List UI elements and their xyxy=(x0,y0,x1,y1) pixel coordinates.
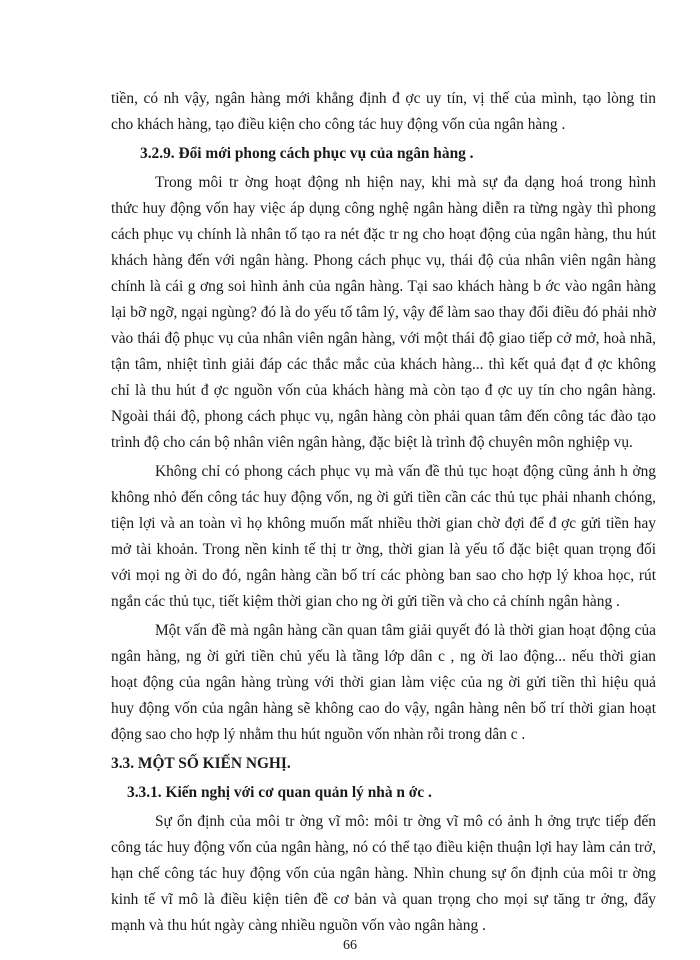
page-number: 66 xyxy=(343,938,357,953)
para2-line-3: tiện lợi và an toàn vì họ không muốn mất nhiều thời gian chờ đợi để đ ợc gửi tiền hay xyxy=(111,515,656,532)
para1-line-2: thức huy động vốn hay việc áp dụng công nghệ ngân hàng diễn ra từng ngày thì phong xyxy=(111,200,656,217)
para1-line-8: tận tâm, nhiệt tình giải đáp các thắc mắc của khách hàng... thì kết quả đạt đ ợc không xyxy=(111,356,656,373)
para1-line-7: vào thái độ phục vụ của nhân viên ngân hàng, với một thái độ giao tiếp cở mở, hoà nhã, xyxy=(111,330,656,347)
section-heading-3-2-9: 3.2.9. Đổi mới phong cách phục vụ của ngân hàng . xyxy=(140,145,474,162)
para1-line-11: trình độ cho cán bộ nhân viên ngân hàng, đặc biệt là trình độ chuyên môn nghiệp vụ. xyxy=(111,434,633,451)
para1-line-6: lại bỡ ngỡ, ngại ngùng? đó là do yếu tố tâm lý, vậy để làm sao thay đổi điều đó phải nhờ xyxy=(111,304,656,321)
para4-line-1: Sự ổn định của môi tr ờng vĩ mô: môi tr ờng vĩ mô có ảnh h ởng trực tiếp đến xyxy=(155,813,656,830)
intro-line-2: cho khách hàng, tạo điều kiện cho công tác huy động vốn của ngân hàng . xyxy=(111,116,566,133)
para2-line-2: không nhỏ đến công tác huy động vốn, ng ời gửi tiền cần các thủ tục phải nhanh chóng, xyxy=(111,489,656,506)
para3-line-4: huy động vốn của ngân hàng sẽ không cao do vậy, ngân hàng nên bố trí thời gian hoạt xyxy=(111,700,656,717)
para2-line-6: ngắn các thủ tục, tiết kiệm thời gian cho ng ời gửi tiền và cho cả chính ngân hàng . xyxy=(111,593,620,610)
para1-line-5: chính là cái g ơng soi hình ảnh của ngân hàng. Tại sao khách hàng b ớc vào ngân hàng xyxy=(111,278,656,295)
para1-line-9: chỉ là thu hút đ ợc nguồn vốn của khách hàng mà còn tạo đ ợc uy tín cho ngân hàng. xyxy=(111,382,656,399)
para3-line-5: động sao cho hợp lý nhằm thu hút nguồn vốn nhàn rỗi trong dân c . xyxy=(111,726,526,743)
para1-line-10: Ngoài thái độ, phong cách phục vụ, ngân hàng còn phải quan tâm đến công tác đào tạo xyxy=(111,408,656,425)
para2-line-5: với mọi ng ời do đó, ngân hàng cần bố trí các phòng ban sao cho hợp lý khoa học, rút xyxy=(111,567,656,584)
section-heading-3-3-1: 3.3.1. Kiến nghị với cơ quan quản lý nhà n ớc . xyxy=(127,784,432,801)
para3-line-2: ngân hàng, ng ời gửi tiền chủ yếu là tầng lớp dân c , ng ời lao động... nếu thời gian xyxy=(111,648,656,665)
section-heading-3-3: 3.3. MỘT SỐ KIẾN NGHỊ. xyxy=(111,755,291,772)
para1-line-1: Trong môi tr ờng hoạt động nh hiện nay, khi mà sự đa dạng hoá trong hình xyxy=(155,174,656,191)
para4-line-2: công tác huy động vốn của ngân hàng, nó có thể tạo điều kiện thuận lợi hay làm cản trở, xyxy=(111,839,656,856)
para1-line-3: cách phục vụ chính là nhân tố tạo ra nét đặc tr ng cho hoạt động của ngân hàng, thu hút xyxy=(111,226,656,243)
para1-line-4: khách hàng đến với ngân hàng. Phong cách phục vụ, thái độ của nhân viên ngân hàng xyxy=(111,252,656,269)
para2-line-1: Không chỉ có phong cách phục vụ mà vấn đề thủ tục hoạt động cũng ảnh h ởng xyxy=(155,463,656,480)
para4-line-5: mạnh và thu hút ngày càng nhiều nguồn vốn vào ngân hàng . xyxy=(111,917,486,934)
para4-line-3: hạn chế công tác huy động vốn của ngân hàng. Nhìn chung sự ổn định của môi tr ờng xyxy=(111,865,656,882)
para3-line-3: hoạt động của ngân hàng trùng với thời gian làm việc của ng ời gửi tiền thì hiệu quả xyxy=(111,674,656,691)
intro-line-1: tiền, có nh vậy, ngân hàng mới khẳng định đ ợc uy tín, vị thế của mình, tạo lòng tin xyxy=(111,90,656,107)
para2-line-4: mở tài khoản. Trong nền kinh tế thị tr ờng, thời gian là yếu tố đặc biệt quan trọng đối xyxy=(111,541,656,558)
para3-line-1: Một vấn đề mà ngân hàng cần quan tâm giải quyết đó là thời gian hoạt động của xyxy=(155,622,656,639)
para4-line-4: kinh tế vĩ mô là điều kiện tiên đề cơ bản và quan trọng cho mọi sự tăng tr ởng, đẩy xyxy=(111,891,656,908)
